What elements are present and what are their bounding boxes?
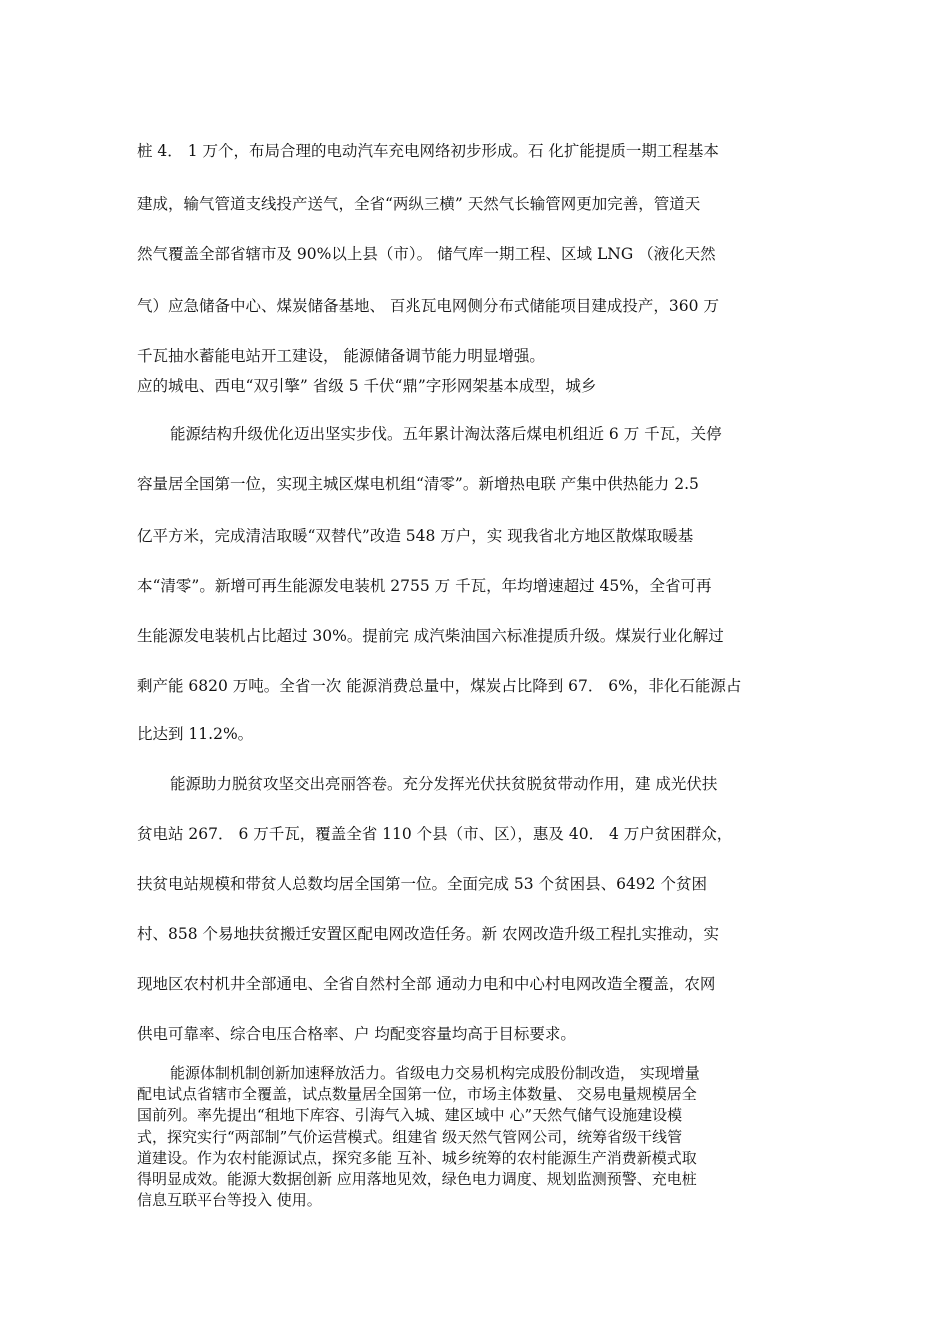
paragraph-3-line-6: 供电可靠率、综合电压合格率、户 均配变容量均高于目标要求。 [137, 1025, 576, 1043]
paragraph-2-line-6: 剩产能 6820 万吨。全省一次 能源消费总量中，煤炭占比降到 67． 6%，非化石能源占 [137, 677, 742, 695]
paragraph-2-line-4: 本“清零”。新增可再生能源发电装机 2755 万 千瓦，年均增速超过 45%，全省可再 [137, 577, 712, 595]
paragraph-2-line-7: 比达到 11.2%。 [137, 725, 254, 743]
paragraph-4-line-1: 能源体制机制创新加速释放活力。省级电力交易机构完成股份制改造， 实现增量 [170, 1064, 700, 1082]
paragraph-4-line-6: 得明显成效。能源大数据创新 应用落地见效，绿色电力调度、规划监测预警、充电桩 [137, 1170, 697, 1188]
paragraph-1-line-4: 气）应急储备中心、煤炭储备基地、 百兆瓦电网侧分布式储能项目建成投产，360 万 [137, 297, 719, 315]
paragraph-2-line-2: 容量居全国第一位，实现主城区煤电机组“清零”。新增热电联 产集中供热能力 2.5 [137, 475, 699, 493]
paragraph-1-line-3: 然气覆盖全部省辖市及 90%以上县（市）。 储气库一期工程、区域 LNG （液化天然 [137, 245, 716, 263]
paragraph-4-line-7: 信息互联平台等投入 使用。 [137, 1191, 322, 1209]
paragraph-3-line-4: 村、858 个易地扶贫搬迁安置区配电网改造任务。新 农网改造升级工程扎实推动，实 [137, 925, 719, 943]
paragraph-4-line-5: 道建设。作为农村能源试点，探究多能 互补、城乡统筹的农村能源生产消费新模式取 [137, 1149, 697, 1167]
paragraph-2-line-3: 亿平方米，完成清洁取暖“双替代”改造 548 万户，实 现我省北方地区散煤取暖基 [137, 527, 694, 545]
paragraph-1-line-1: 桩 4． 1 万个，布局合理的电动汽车充电网络初步形成。石 化扩能提质一期工程基本 [137, 142, 719, 160]
paragraph-1-line-5: 千瓦抽水蓄能电站开工建设， 能源储备调节能力明显增强。 [137, 347, 545, 365]
paragraph-2-line-1: 能源结构升级优化迈出坚实步伐。五年累计淘汰落后煤电机组近 6 万 千瓦，关停 [170, 425, 722, 443]
paragraph-3-line-3: 扶贫电站规模和带贫人总数均居全国第一位。全面完成 53 个贫困县、6492 个贫困 [137, 875, 707, 893]
paragraph-3-line-2: 贫电站 267． 6 万千瓦，覆盖全省 110 个县（市、区），惠及 40． 4 万户贫困群众， [137, 825, 733, 843]
paragraph-1-line-6: 应的城电、西电“双引擎” 省级 5 千伏“鼎”字形网架基本成型，城乡 [137, 377, 597, 395]
paragraph-4-line-4: 式，探究实行“两部制”气价运营模式。组建省 级天然气管网公司，统筹省级干线管 [137, 1128, 683, 1146]
paragraph-4-line-2: 配电试点省辖市全覆盖，试点数量居全国第一位，市场主体数量、 交易电量规模居全 [137, 1085, 697, 1103]
paragraph-4-line-3: 国前列。率先提出“租地下库容、引海气入城、建区域中 心”天然气储气设施建设模 [137, 1106, 683, 1124]
paragraph-1-line-2: 建成，输气管道支线投产送气，全省“两纵三横” 天然气长输管网更加完善，管道天 [137, 195, 701, 213]
paragraph-3-line-1: 能源助力脱贫攻坚交出亮丽答卷。充分发挥光伏扶贫脱贫带动作用，建 成光伏扶 [170, 775, 718, 793]
paragraph-2-line-5: 生能源发电装机占比超过 30%。提前完 成汽柴油国六标准提质升级。煤炭行业化解过 [137, 627, 724, 645]
paragraph-3-line-5: 现地区农村机井全部通电、全省自然村全部 通动力电和中心村电网改造全覆盖，农网 [137, 975, 716, 993]
